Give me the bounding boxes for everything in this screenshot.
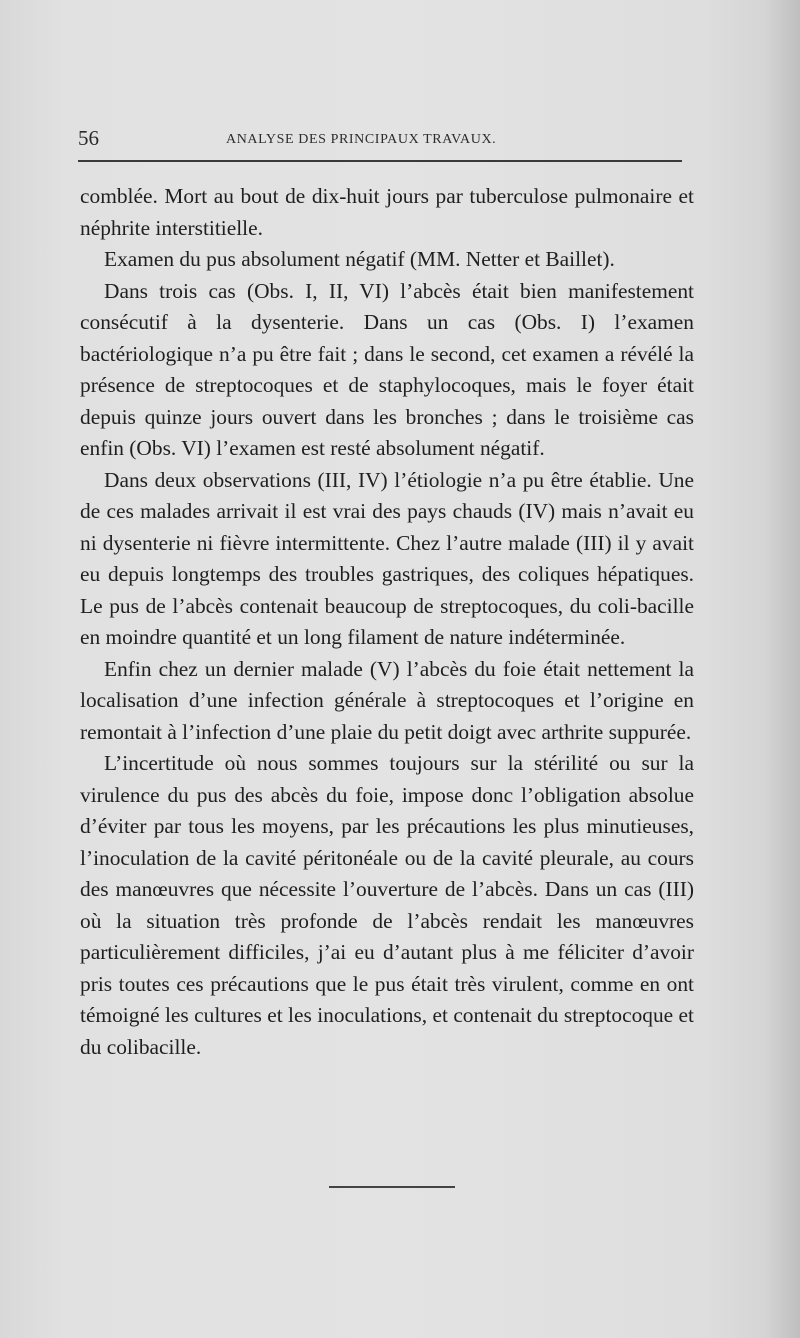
paragraph-5: Enfin chez un dernier malade (V) l’abcès du foie était nettement la localisation d’une infection générale à streptocoques et l’origine en remontait à l’infection d’une plaie du petit doigt avec arthrite suppurée. bbox=[80, 656, 694, 744]
paragraph-3: Dans trois cas (Obs. I, II, VI) l’abcès était bien manifestement consécutif à la dysenterie. Dans un cas (Obs. I) l’examen bactériologique n’a pu être fait ; dans le second, cet examen a révélé la présence de streptocoques et de staphylocoques, mais le foyer était depuis quinze jours ouvert dans les bronches ; dans le troisième cas enfin (Obs. VI) l’examen est resté absolument négatif. bbox=[80, 278, 694, 460]
page-header bbox=[78, 126, 682, 150]
paragraph-2: Examen du pus absolument négatif (MM. Netter et Baillet). bbox=[104, 247, 615, 271]
running-head: ANALYSE DES PRINCIPAUX TRAVAUX. bbox=[226, 132, 497, 147]
paragraph-4: Dans deux observations (III, IV) l’étiologie n’a pu être établie. Une de ces malades arrivait il est vrai des pays chauds (IV) mais n’avait eu ni dysenterie ni fièvre intermittente. Chez l’autre malade (III) il y avait eu depuis longtemps des troubles gastriques, des coliques hépatiques. Le pus de l’abcès contenait beaucoup de streptocoques, du coli-bacille en moindre quantité et un long filament de nature indéterminée. bbox=[80, 467, 694, 649]
header-rule bbox=[78, 160, 682, 162]
page-edge-shadow bbox=[764, 0, 800, 1338]
paragraph-1: comblée. Mort au bout de dix-huit jours par tuberculose pulmonaire et néphrite interstitielle. bbox=[80, 184, 694, 240]
section-end-rule bbox=[329, 1186, 455, 1188]
body-text bbox=[80, 181, 694, 1063]
page-number: 56 bbox=[78, 126, 99, 150]
paragraph-6: L’incertitude où nous sommes toujours sur la stérilité ou sur la virulence du pus des abcès du foie, impose donc l’obligation absolue d’éviter par tous les moyens, par les précautions les plus minutieuses, l’inoculation de la cavité péritonéale ou de la cavité pleurale, au cours des manœuvres que nécessite l’ouverture de l’abcès. Dans un cas (III) où la situation très profonde de l’abcès rendait les manœuvres particulièrement difficiles, j’ai eu d’autant plus à me féliciter d’avoir pris toutes ces précautions que le pus était très virulent, comme en ont témoigné les cultures et les inoculations, et contenait du streptocoque et du colibacille. bbox=[80, 751, 694, 1059]
